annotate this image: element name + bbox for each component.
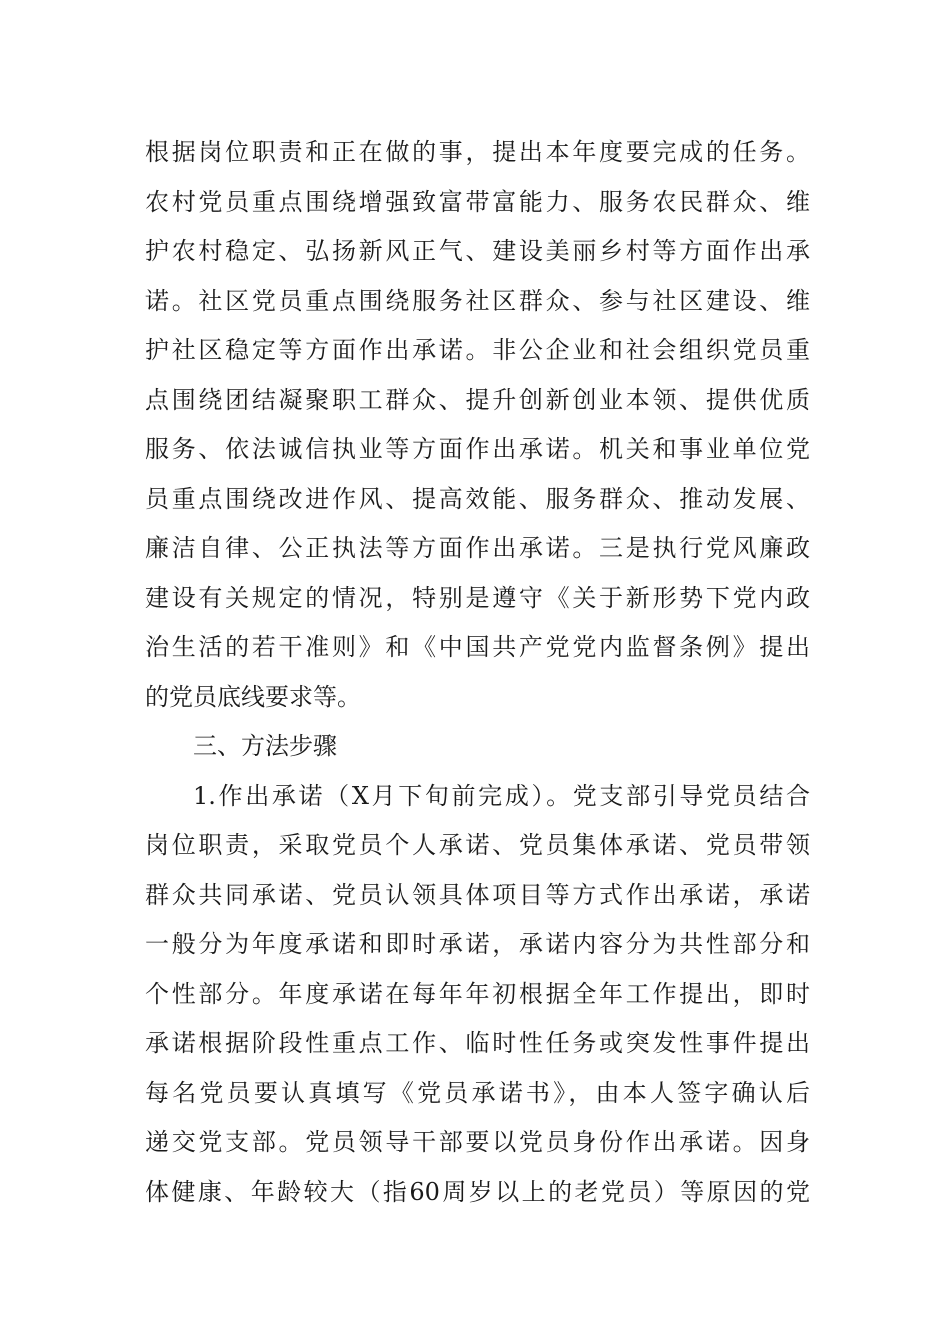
text-line: 治生活的若干准则》和《中国共产党党内监督条例》提出: [145, 633, 810, 661]
text-line: 承诺根据阶段性重点工作、临时性任务或突发性事件提出: [145, 1029, 810, 1057]
text-line: 护农村稳定、弘扬新风正气、建设美丽乡村等方面作出承: [145, 237, 810, 265]
text-line: 廉洁自律、公正执法等方面作出承诺。三是执行党风廉政: [145, 534, 810, 562]
text-line: 服务、依法诚信执业等方面作出承诺。机关和事业单位党: [145, 435, 810, 463]
text-line: 点围绕团结凝聚职工群众、提升创新创业本领、提供优质: [145, 385, 810, 414]
text-line: 的党员底线要求等。: [145, 682, 361, 711]
text-line: 体健康、年龄较大（指60周岁以上的老党员）等原因的党: [145, 1177, 810, 1206]
text-line: 员重点围绕改进作风、提高效能、服务群众、推动发展、: [145, 484, 810, 513]
text-line: 诺。社区党员重点围绕服务社区群众、参与社区建设、维: [145, 286, 810, 315]
text-line: 个性部分。年度承诺在每年年初根据全年工作提出，即时: [145, 979, 810, 1008]
text-line: 根据岗位职责和正在做的事，提出本年度要完成的任务。: [145, 138, 810, 166]
text-line: 递交党支部。党员领导干部要以党员身份作出承诺。因身: [145, 1128, 810, 1156]
text-line: 建设有关规定的情况，特别是遵守《关于新形势下党内政: [145, 583, 810, 612]
text-line: 每名党员要认真填写《党员承诺书》，由本人签字确认后: [145, 1078, 810, 1107]
text-line: 岗位职责，采取党员个人承诺、党员集体承诺、党员带领: [145, 831, 810, 859]
text-line: 群众共同承诺、党员认领具体项目等方式作出承诺，承诺: [145, 880, 810, 909]
section-heading: 三、方法步骤: [193, 732, 337, 760]
document-body: [145, 128, 810, 1217]
text-line: 1.作出承诺（X月下旬前完成）。党支部引导党员结合: [193, 781, 810, 810]
text-line: 农村党员重点围绕增强致富带富能力、服务农民群众、维: [145, 187, 810, 216]
text-line: 一般分为年度承诺和即时承诺，承诺内容分为共性部分和: [145, 930, 810, 958]
text-line: 护社区稳定等方面作出承诺。非公企业和社会组织党员重: [145, 336, 810, 364]
